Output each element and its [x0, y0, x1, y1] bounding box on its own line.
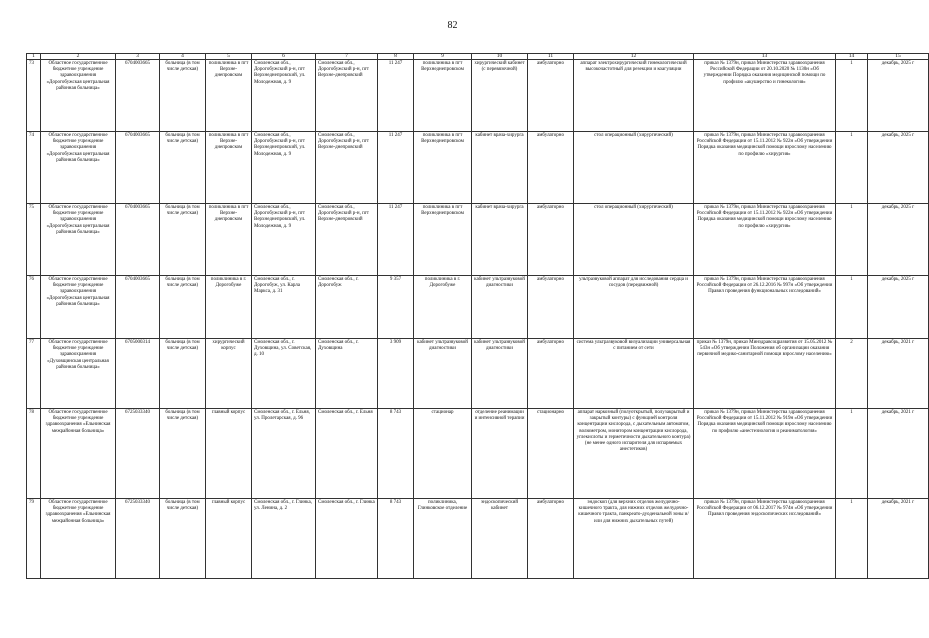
department-cell: отделение реанимации и интенсивной терапии — [472, 409, 528, 499]
org-code-cell: 6705000314 — [116, 339, 160, 409]
equipment-name-cell: стол операционный (хирургический) — [574, 132, 694, 204]
org-code-cell: 6704003665 — [116, 276, 160, 339]
facility-type-cell: больница (в том числе детская) — [160, 499, 206, 579]
population-cell: 11 247 — [378, 132, 414, 204]
column-number-cell: 11 — [528, 54, 574, 60]
organization-name-cell: Областное государственное бюджетное учреждение здравоохранения «Ельнинская межрайонная больница» — [41, 499, 116, 579]
unit-name-cell: поликлиника в г. Дорогобуже — [206, 276, 252, 339]
department-cell: кабинет ультразвуковой диагностики — [472, 339, 528, 409]
unit-name-cell: поликлиника в пгт Верхне-днепровском — [206, 132, 252, 204]
unit-name-cell: поликлиника в пгт Верхне-днепровском — [206, 60, 252, 132]
facility-address-cell: Смоленская обл., г. Дорогобуж, ул. Карла Маркса, д. 31 — [252, 276, 316, 339]
row-number-cell: 78 — [27, 409, 41, 499]
column-number-cell: 12 — [574, 54, 694, 60]
equipment-name-cell: эндоскоп (для верхних отделов желудочно-кишечного тракта, для нижних отделов желудочно-кишечного тракта, панкреато-дуоденальной зоны и/или для нижних дыхательных путей) — [574, 499, 694, 579]
structural-unit-cell: поликлиника, Глинковское отделение — [414, 499, 472, 579]
quantity-cell: 1 — [836, 204, 868, 276]
settlement-address-cell: Смоленская обл., г. Духовщина — [316, 339, 378, 409]
care-conditions-cell: амбулаторно — [528, 276, 574, 339]
facility-type-cell: больница (в том числе детская) — [160, 204, 206, 276]
deadline-cell: декабрь, 2025 г — [868, 204, 929, 276]
settlement-address-cell: Смоленская обл., Дорогобужский р-н, пгт Верхне-днепровский — [316, 60, 378, 132]
legal-basis-cell: приказ № 1379н, приказ Министерства здравоохранения Российской Федерации от 26.12.2016 № 997н «Об утверждении Правил проведения функциональных исследований» — [694, 276, 836, 339]
deadline-cell: декабрь, 2025 г — [868, 276, 929, 339]
column-number-cell: 5 — [206, 54, 252, 60]
facility-type-cell: больница (в том числе детская) — [160, 339, 206, 409]
quantity-cell: 1 — [836, 60, 868, 132]
column-number-cell: 3 — [116, 54, 160, 60]
table-row — [27, 204, 929, 276]
legal-basis-cell: приказ № 1379н, приказ Министерства здравоохранения Российской Федерации от 15.11.2012 № 922н «Об утверждении Порядка оказания медицинской помощи взрослому населению по профилю «хирургия» — [694, 132, 836, 204]
column-number-cell: 8 — [378, 54, 414, 60]
structural-unit-cell: поликлиника в пгт Верхнеднепровском — [414, 204, 472, 276]
care-conditions-cell: амбулаторно — [528, 339, 574, 409]
facility-address-cell: Смоленская обл., г. Ельня, ул. Пролетарская, д. 96 — [252, 409, 316, 499]
legal-basis-cell: приказ № 1379н, приказ Минздравсоцразвития от 15.05.2012 № 543н «Об утверждении Положения об организации оказания первичной медико-санитарной помощи взрослому населению» — [694, 339, 836, 409]
column-number-cell: 10 — [472, 54, 528, 60]
unit-name-cell: главный корпус — [206, 499, 252, 579]
quantity-cell: 1 — [836, 276, 868, 339]
organization-name-cell: Областное государственное бюджетное учреждение здравоохранения «Дорогобужская центральная районная больница» — [41, 60, 116, 132]
structural-unit-cell: стационар — [414, 409, 472, 499]
org-code-cell: 6704003665 — [116, 204, 160, 276]
care-conditions-cell: амбулаторно — [528, 132, 574, 204]
care-conditions-cell: амбулаторно — [528, 204, 574, 276]
row-number-cell: 74 — [27, 132, 41, 204]
org-code-cell: 6725033340 — [116, 409, 160, 499]
deadline-cell: декабрь, 2021 г — [868, 339, 929, 409]
equipment-name-cell: аппарат наркозный (полуоткрытый, полузакрытый и закрытый контуры) с функцией контроля концентрации кислорода, с дыхательным автоматом, волюметром, монитором концентрации кислорода, углекислоты и герметичности дыхательного контура) (не менее одного испарителя для испаряемых анестетиков) — [574, 409, 694, 499]
quantity-cell: 1 — [836, 409, 868, 499]
column-number-cell: 2 — [41, 54, 116, 60]
row-number-cell: 75 — [27, 204, 41, 276]
department-cell: кабинет врача-хирурга — [472, 204, 528, 276]
population-cell: 9 357 — [378, 276, 414, 339]
deadline-cell: декабрь, 2025 г — [868, 60, 929, 132]
legal-basis-cell: приказ № 1379н, приказ Министерства здравоохранения Российской Федерации от 15.11.2012 № 919н «Об утверждении Порядка оказания медицинской помощи взрослому населению по профилю «анестезиология и реаниматология» — [694, 409, 836, 499]
legal-basis-cell: приказ № 1379н, приказ Министерства здравоохранения Российской Федерации от 15.11.2012 № 922н «Об утверждении Порядка оказания медицинской помощи взрослому населению по профилю «хирургия» — [694, 204, 836, 276]
org-code-cell: 6725033340 — [116, 499, 160, 579]
facility-address-cell: Смоленская обл., Дорогобужский р-н, пгт Верхнеднепровский, ул. Молодежная, д. 9 — [252, 204, 316, 276]
column-number-cell: 14 — [836, 54, 868, 60]
unit-name-cell: хирургический корпус — [206, 339, 252, 409]
facility-address-cell: Смоленская обл., Дорогобужский р-н, пгт Верхнеднепровский, ул. Молодежная, д. 9 — [252, 132, 316, 204]
row-number-cell: 73 — [27, 60, 41, 132]
org-code-cell: 6704003665 — [116, 132, 160, 204]
row-number-cell: 79 — [27, 499, 41, 579]
table-row — [27, 339, 929, 409]
deadline-cell: декабрь, 2025 г — [868, 132, 929, 204]
column-number-cell: 9 — [414, 54, 472, 60]
population-cell: 8 743 — [378, 409, 414, 499]
unit-name-cell: главный корпус — [206, 409, 252, 499]
structural-unit-cell: поликлиника в г. Дорогобуже — [414, 276, 472, 339]
organization-name-cell: Областное государственное бюджетное учреждение здравоохранения «Дорогобужская центральная районная больница» — [41, 276, 116, 339]
structural-unit-cell: поликлиника в пгт Верхнеднепровском — [414, 132, 472, 204]
deadline-cell: декабрь, 2021 г — [868, 409, 929, 499]
organization-name-cell: Областное государственное бюджетное учреждение здравоохранения «Духовщинская центральная районная больница» — [41, 339, 116, 409]
care-conditions-cell: стационарно — [528, 409, 574, 499]
table-row — [27, 276, 929, 339]
facility-type-cell: больница (в том числе детская) — [160, 409, 206, 499]
table-row — [27, 499, 929, 579]
deadline-cell: декабрь, 2021 г — [868, 499, 929, 579]
equipment-name-cell: стол операционный (хирургический) — [574, 204, 694, 276]
table-body — [27, 54, 929, 579]
organization-name-cell: Областное государственное бюджетное учреждение здравоохранения «Дорогобужская центральная районная больница» — [41, 204, 116, 276]
equipment-register-table — [26, 53, 929, 579]
equipment-name-cell: аппарат электрохирургический гинекологический высокочастотный для резекции и коагуляции — [574, 60, 694, 132]
row-number-cell: 77 — [27, 339, 41, 409]
unit-name-cell: поликлиника в пгт Верхне-днепровском — [206, 204, 252, 276]
organization-name-cell: Областное государственное бюджетное учреждение здравоохранения «Ельнинская межрайонная больница» — [41, 409, 116, 499]
structural-unit-cell: поликлиника в пгт Верхнеднепровском — [414, 60, 472, 132]
table-row — [27, 60, 929, 132]
department-cell: эндоскопический кабинет — [472, 499, 528, 579]
table-row — [27, 409, 929, 499]
page-number: 82 — [447, 20, 458, 31]
settlement-address-cell: Смоленская обл., г. Дорогобуж — [316, 276, 378, 339]
department-cell: хирургический кабинет (с перевязочной) — [472, 60, 528, 132]
department-cell: кабинет врача-хирурга — [472, 132, 528, 204]
facility-address-cell: Смоленская обл., г. Духовщина, ул. Советская, д. 10 — [252, 339, 316, 409]
column-number-cell: 4 — [160, 54, 206, 60]
care-conditions-cell: амбулаторно — [528, 60, 574, 132]
facility-address-cell: Смоленская обл., г. Глинка, ул. Ленина, д. 2 — [252, 499, 316, 579]
department-cell: кабинет ультразвуковой диагностики — [472, 276, 528, 339]
care-conditions-cell: амбулаторно — [528, 499, 574, 579]
table-row — [27, 132, 929, 204]
settlement-address-cell: Смоленская обл., г. Глинка — [316, 499, 378, 579]
settlement-address-cell: Смоленская обл., Дорогобужский р-н, пгт Верхне-днепровский — [316, 132, 378, 204]
organization-name-cell: Областное государственное бюджетное учреждение здравоохранения «Дорогобужская центральная районная больница» — [41, 132, 116, 204]
quantity-cell: 1 — [836, 132, 868, 204]
settlement-address-cell: Смоленская обл., Дорогобужский р-н, пгт Верхне-днепровский — [316, 204, 378, 276]
population-cell: 11 247 — [378, 60, 414, 132]
equipment-name-cell: система ультразвуковой визуализации универсальная с питанием от сети — [574, 339, 694, 409]
legal-basis-cell: приказ № 1379н, приказ Министерства здравоохранения Российской Федерации от 06.12.2017 № 974н «Об утверждении Правил проведения эндоскопических исследований» — [694, 499, 836, 579]
legal-basis-cell: приказ № 1379н, приказ Министерства здравоохранения Российской Федерации от 20.10.2020 № 1130н «Об утверждении Порядка оказания медицинской помощи по профилю «акушерство и гинекология» — [694, 60, 836, 132]
quantity-cell: 2 — [836, 339, 868, 409]
column-number-cell: 1 — [27, 54, 41, 60]
column-number-cell: 6 — [252, 54, 316, 60]
equipment-name-cell: ультразвуковой аппарат для исследования сердца и сосудов (передвижной) — [574, 276, 694, 339]
facility-address-cell: Смоленская обл., Дорогобужский р-н, пгт Верхнеднепровский, ул. Молодежная, д. 9 — [252, 60, 316, 132]
population-cell: 8 743 — [378, 499, 414, 579]
population-cell: 3 909 — [378, 339, 414, 409]
structural-unit-cell: кабинет ультразвуковой диагностики — [414, 339, 472, 409]
facility-type-cell: больница (в том числе детская) — [160, 60, 206, 132]
facility-type-cell: больница (в том числе детская) — [160, 132, 206, 204]
population-cell: 11 247 — [378, 204, 414, 276]
column-number-cell: 13 — [694, 54, 836, 60]
facility-type-cell: больница (в том числе детская) — [160, 276, 206, 339]
column-number-cell: 15 — [868, 54, 929, 60]
quantity-cell: 1 — [836, 499, 868, 579]
column-number-cell: 7 — [316, 54, 378, 60]
org-code-cell: 6704003665 — [116, 60, 160, 132]
row-number-cell: 76 — [27, 276, 41, 339]
settlement-address-cell: Смоленская обл., г. Ельня — [316, 409, 378, 499]
